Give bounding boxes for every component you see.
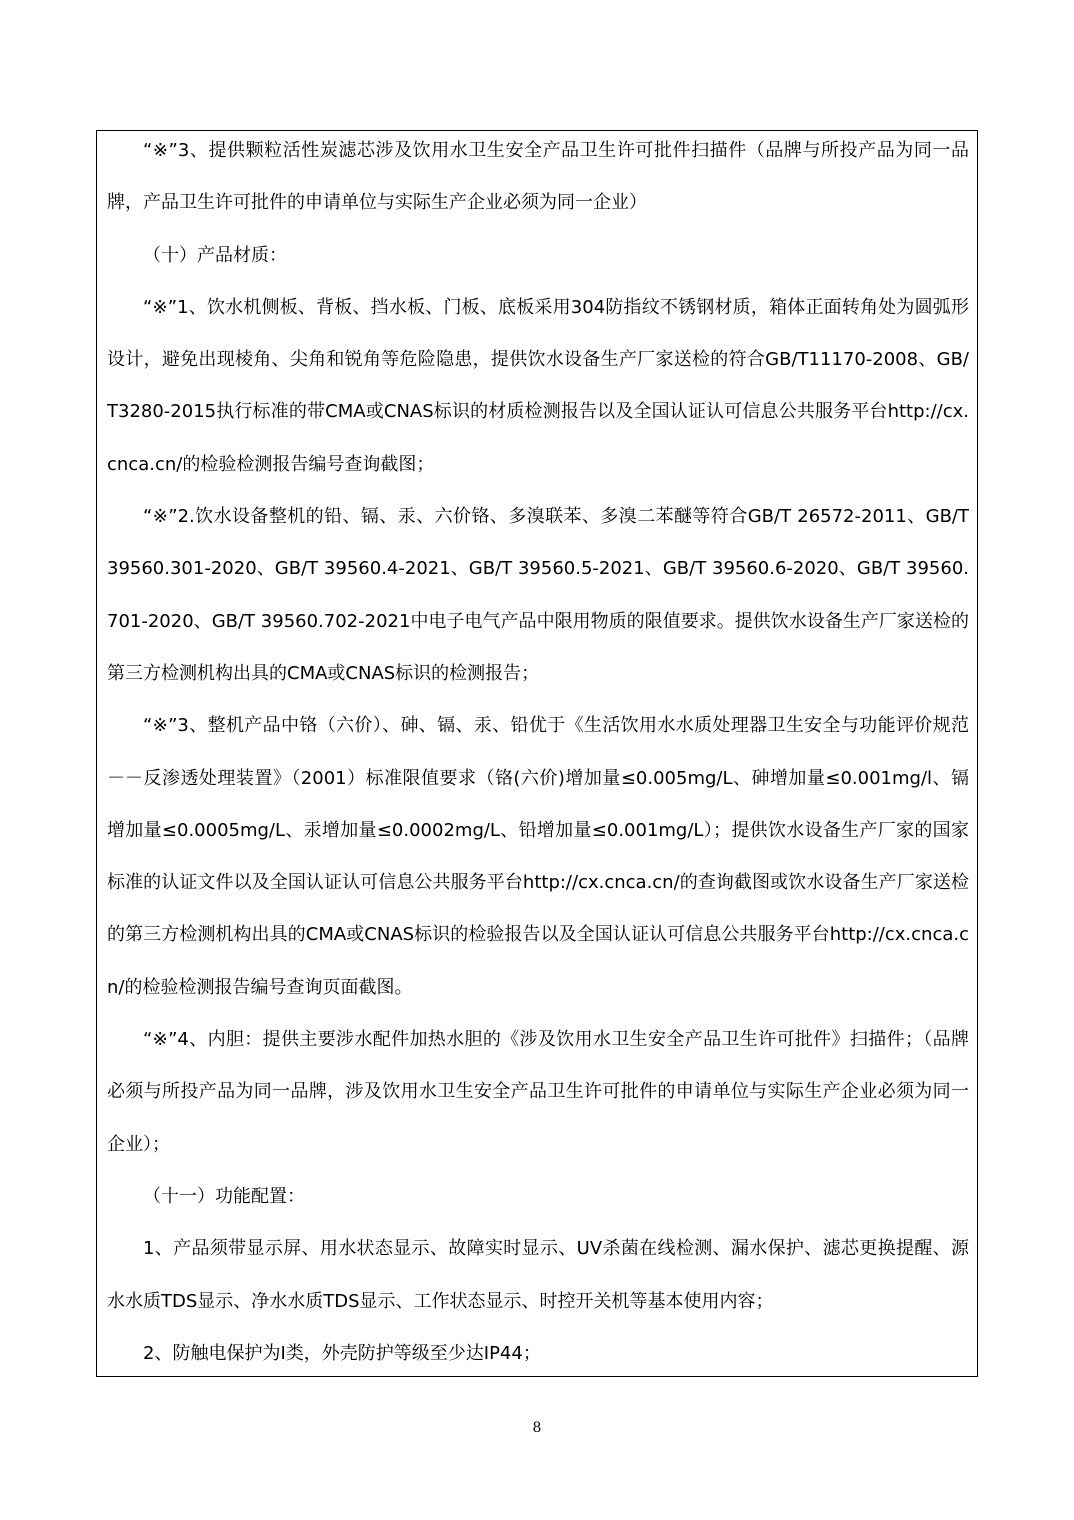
paragraph-filter-permit: “※”3、提供颗粒活性炭滤芯涉及饮用水卫生安全产品卫生许可批件扫描件（品牌与所投产品为同一品牌，产品卫生许可批件的申请单位与实际生产企业必须为同一企业） — [107, 140, 969, 214]
document-body — [107, 131, 969, 1380]
page-number: 8 — [532, 1420, 542, 1436]
paragraph-inner-tank: “※”4、内胆：提供主要涉水配件加热水胆的《涉及饮用水卫生安全产品卫生许可批件》扫描件；（品牌必须与所投产品为同一品牌，涉及饮用水卫生安全产品卫生许可批件的申请单位与实际生产企业必须为同一企业）； — [107, 1029, 969, 1155]
paragraph-heavy-metals: “※”3、整机产品中铬（六价）、砷、镉、汞、铅优于《生活饮用水水质处理器卫生安全与功能评价规范－－反渗透处理装置》（2001）标准限值要求（铬(六价)增加量≤0.005mg/L、砷增加量≤0.001mg/l、镉增加量≤0.0005mg/L、汞增加量≤0.0002mg/L、铅增加量≤0.001mg/L）；提供饮水设备生产厂家的国家标准的认证文件以及全国认证认可信息公共服务平台http://cx.cnca.cn/的查询截图或饮水设备生产厂家送检的第三方检测机构出具的CMA或CNAS标识的检验报告以及全国认证认可信息公共服务平台http://cx.cnca.cn/的检验检测报告编号查询页面截图。 — [107, 715, 969, 998]
section-heading-material: （十）产品材质： — [143, 244, 287, 266]
paragraph-protection-class: 2、防触电保护为I类，外壳防护等级至少达IP44； — [143, 1342, 541, 1364]
section-heading-functions: （十一）功能配置： — [143, 1185, 305, 1207]
document-frame — [96, 130, 978, 1377]
paragraph-display-functions: 1、产品须带显示屏、用水状态显示、故障实时显示、UV杀菌在线检测、漏水保护、滤芯更换提醒、源水水质TDS显示、净水水质TDS显示、工作状态显示、时控开关机等基本使用内容； — [107, 1238, 969, 1312]
paragraph-stainless-steel: “※”1、饮水机侧板、背板、挡水板、门板、底板采用304防指纹不锈钢材质，箱体正面转角处为圆弧形设计，避免出现棱角、尖角和锐角等危险隐患，提供饮水设备生产厂家送检的符合GB/T11170-2008、GB/T3280-2015执行标准的带CMA或CNAS标识的材质检测报告以及全国认证认可信息公共服务平台http://cx.cnca.cn/的检验检测报告编号查询截图； — [107, 296, 969, 475]
paragraph-restricted-substances: “※”2.饮水设备整机的铅、镉、汞、六价铬、多溴联苯、多溴二苯醚等符合GB/T 26572-2011、GB/T 39560.301-2020、GB/T 39560.4-2021、GB/T 39560.5-2021、GB/T 39560.6-2020、GB/T 39560.701-2020、GB/T 39560.702-2021中电子电气产品中限用物质的限值要求。提供饮水设备生产厂家送检的第三方检测机构出具的CMA或CNAS标识的检测报告； — [107, 506, 969, 684]
